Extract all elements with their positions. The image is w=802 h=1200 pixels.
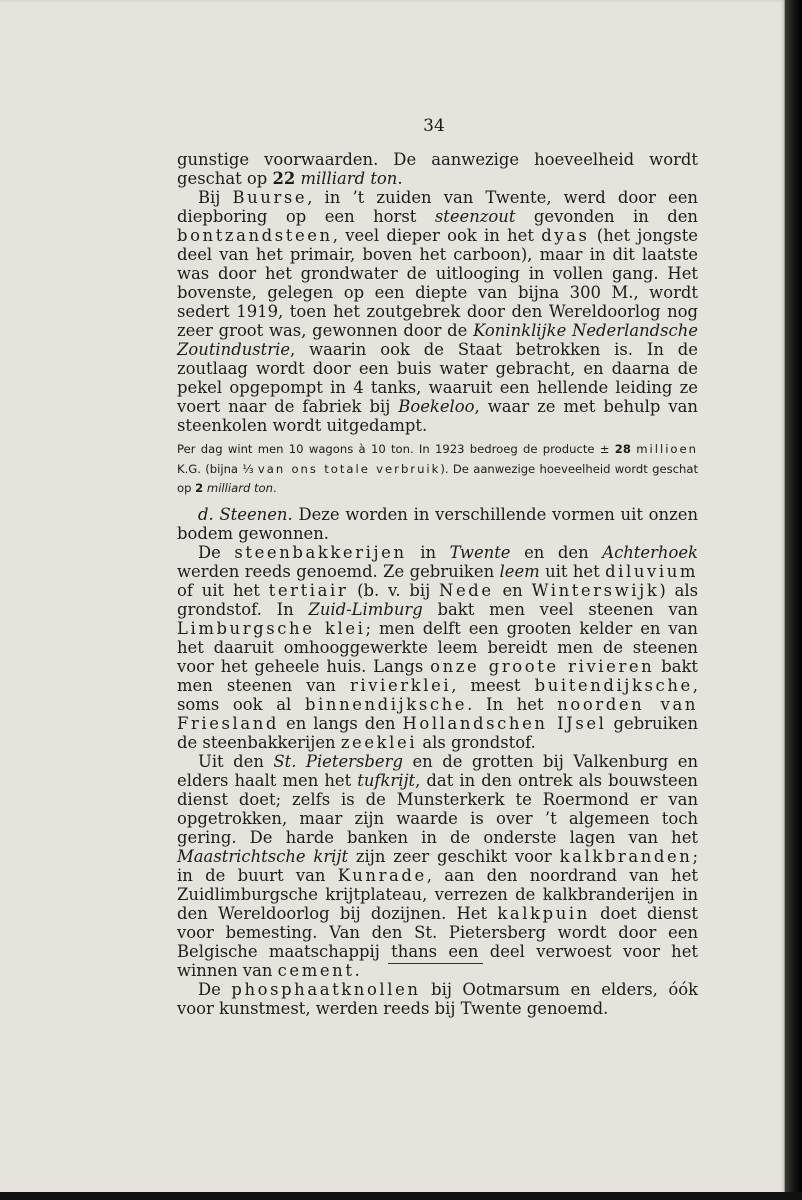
spaced-span: millioen (636, 442, 698, 456)
text-span: ; in de buurt van (177, 846, 698, 885)
italic-span: Boekeloo (398, 397, 475, 416)
text-span: ) als grondstof. In (177, 580, 699, 619)
text-span: (b. v. bij (348, 580, 440, 600)
paragraph-2 (177, 188, 698, 435)
spaced-span: noorden van Friesland (177, 694, 699, 733)
bold-span: 2 (195, 481, 204, 495)
spaced-span: kalkpuin (497, 903, 590, 923)
spaced-span: buitendijksche (534, 675, 693, 695)
spaced-span: dyas (541, 226, 590, 245)
spaced-span: zeeklei (340, 732, 418, 752)
paragraph-4 (177, 543, 698, 752)
book-spine-edge (785, 0, 802, 1200)
text-span: en (493, 580, 532, 600)
spaced-span: rivierklei (349, 675, 452, 695)
text-span: doet dienst voor bemesting. Van den St. Pietersberg wordt door een Belgische maatschappij thans een deel verwoest voor het winnen van (177, 903, 698, 980)
spaced-span: Hollandschen IJsel (402, 713, 607, 733)
text-span: Per dag wint men 10 wagons à 10 ton. In 1923 bedroeg de producte ± (177, 442, 615, 456)
text-span: , dat in den ontrek als bouwsteen dienst doet; zelfs is de Munsterkerk te Roermond er van opgetrokken, maar zijn waarde is over ’t algemeen toch gering. De harde banken in de onderste lagen van het (177, 770, 698, 847)
spaced-span: binnendijksche (304, 694, 468, 714)
text-span: ; men delft een grooten kelder en van het daaruit omhooggewerkte leem bereidt men de steenen voor het geheele huis. Langs (177, 618, 698, 676)
text-span: en langs den (279, 713, 403, 733)
bold-span: 22 (272, 169, 296, 188)
bold-span: 28 (614, 442, 631, 456)
text-span: De (198, 979, 232, 999)
text-span: . (397, 169, 403, 188)
spaced-span: bontzandsteen (177, 226, 333, 245)
text-span: Deze worden in verschillende vormen uit onzen bodem gewonnen. (177, 504, 698, 543)
text-span: . In het (467, 694, 558, 714)
body-text (177, 150, 698, 1018)
text-span: en den (510, 542, 603, 562)
spaced-span: Kunrade (337, 865, 427, 885)
spaced-span: tertiair (268, 580, 349, 600)
spaced-span: Buurse (232, 188, 308, 207)
text-span: , aan den noordrand van het Zuidlimburgsche krijtplateau, verrezen de kalkbranderijen in den Wereldoorlog bij dozijnen. Het (177, 865, 698, 923)
paragraph-6 (177, 980, 698, 1018)
text-span: werden reeds genoemd. Ze gebruiken (177, 561, 500, 581)
text-span: De (198, 542, 235, 562)
text-span: bakt men veel steenen van (422, 599, 698, 619)
text-span: uit het (539, 561, 606, 581)
footnote-paragraph (177, 440, 698, 499)
italic-span: tufkrijt (357, 770, 416, 790)
text-span: als grondstof. (417, 732, 536, 752)
italic-span: steenzout (434, 207, 516, 226)
spaced-span: Nede (439, 580, 494, 600)
italic-span: d. Steenen. (198, 504, 293, 524)
text-span: , waar ze met behulp van steenkolen wordt uitgedampt. (177, 397, 698, 435)
spaced-span: Limburgsche klei (177, 618, 366, 638)
spaced-span: kalkbranden (559, 846, 693, 866)
spaced-span: Winterswijk (531, 580, 660, 600)
text-span: , waarin ook de Staat betrokken is. In de zoutlaag wordt door een buis water gebracht, en daarna de pekel opgepompt in 4 tanks, waaruit een hellende leiding ze voert naar de fabriek bij (177, 340, 698, 416)
text-span: gebruiken de steenbakkerijen (177, 713, 699, 752)
text-span: zijn zeer geschikt voor (348, 846, 560, 866)
text-span: , veel dieper ook in het (332, 226, 542, 245)
italic-span: St. Pietersberg (273, 751, 403, 771)
italic-span: milliard ton (300, 169, 398, 188)
text-span: in (406, 542, 450, 562)
text-span: gunstige voorwaarden. De aanwezige hoeveelheid wordt geschat op (177, 150, 698, 188)
text-span: , meest (451, 675, 535, 695)
paragraph-3 (177, 505, 698, 543)
text-span: Bij (198, 188, 233, 207)
italic-span: Twente (449, 542, 511, 562)
italic-span: milliard ton (206, 481, 273, 495)
spaced-span: cement (277, 960, 355, 980)
section-divider (388, 963, 483, 964)
text-span: , in ’t zuiden van Twente, werd door een diepboring op een horst (177, 188, 698, 226)
spaced-span: diluvium (605, 561, 698, 581)
text-span: bij Ootmarsum en elders, óók voor kunstmest, werden reeds bij Twente genoemd. (177, 979, 698, 1018)
italic-span: Zuid-Limburg (308, 599, 423, 619)
text-span: Uit den (198, 751, 274, 771)
italic-span: leem (499, 561, 540, 581)
text-span: en de grotten bij Valkenburg en elders haalt men het (177, 751, 698, 790)
spaced-span: phosphaatknollen (231, 979, 421, 999)
paragraph-1 (177, 150, 698, 188)
text-span: , soms ook al (177, 675, 698, 714)
text-span: . (273, 481, 277, 495)
text-span: K.G. (bijna ⅓ (177, 461, 258, 476)
italic-span: Achterhoek (602, 542, 698, 562)
scan-bottom-edge (0, 1192, 802, 1200)
text-span: ). De aanwezige hoeveelheid wordt geschat op (177, 461, 698, 495)
spaced-span: onze groote rivieren (430, 656, 655, 676)
italic-span: Maastrichtsche krijt (177, 846, 349, 866)
text-span: (het jongste deel van het primair, boven het carboon), maar in dit laatste was door het grondwater de uitlooging in vollen gang. Het bovenste, gelegen op een diepte van bijna 300 M., wordt sedert 1919, toen het zoutgebrek door den Wereldoorlog nog zeer groot was, gewonnen door de (177, 226, 698, 340)
italic-span: Koninklijke Nederlandsche Zoutindustrie (177, 321, 698, 359)
spaced-span: van ons totale verbruik (257, 461, 441, 476)
page-number: 34 (423, 116, 445, 136)
text-span: bakt men steenen van (177, 656, 698, 695)
text-span: . (354, 960, 360, 980)
paragraph-5 (177, 752, 698, 980)
text-span: of uit het (177, 580, 269, 600)
text-span: gevonden in den (515, 207, 698, 226)
spaced-span: steenbakkerijen (234, 542, 407, 562)
